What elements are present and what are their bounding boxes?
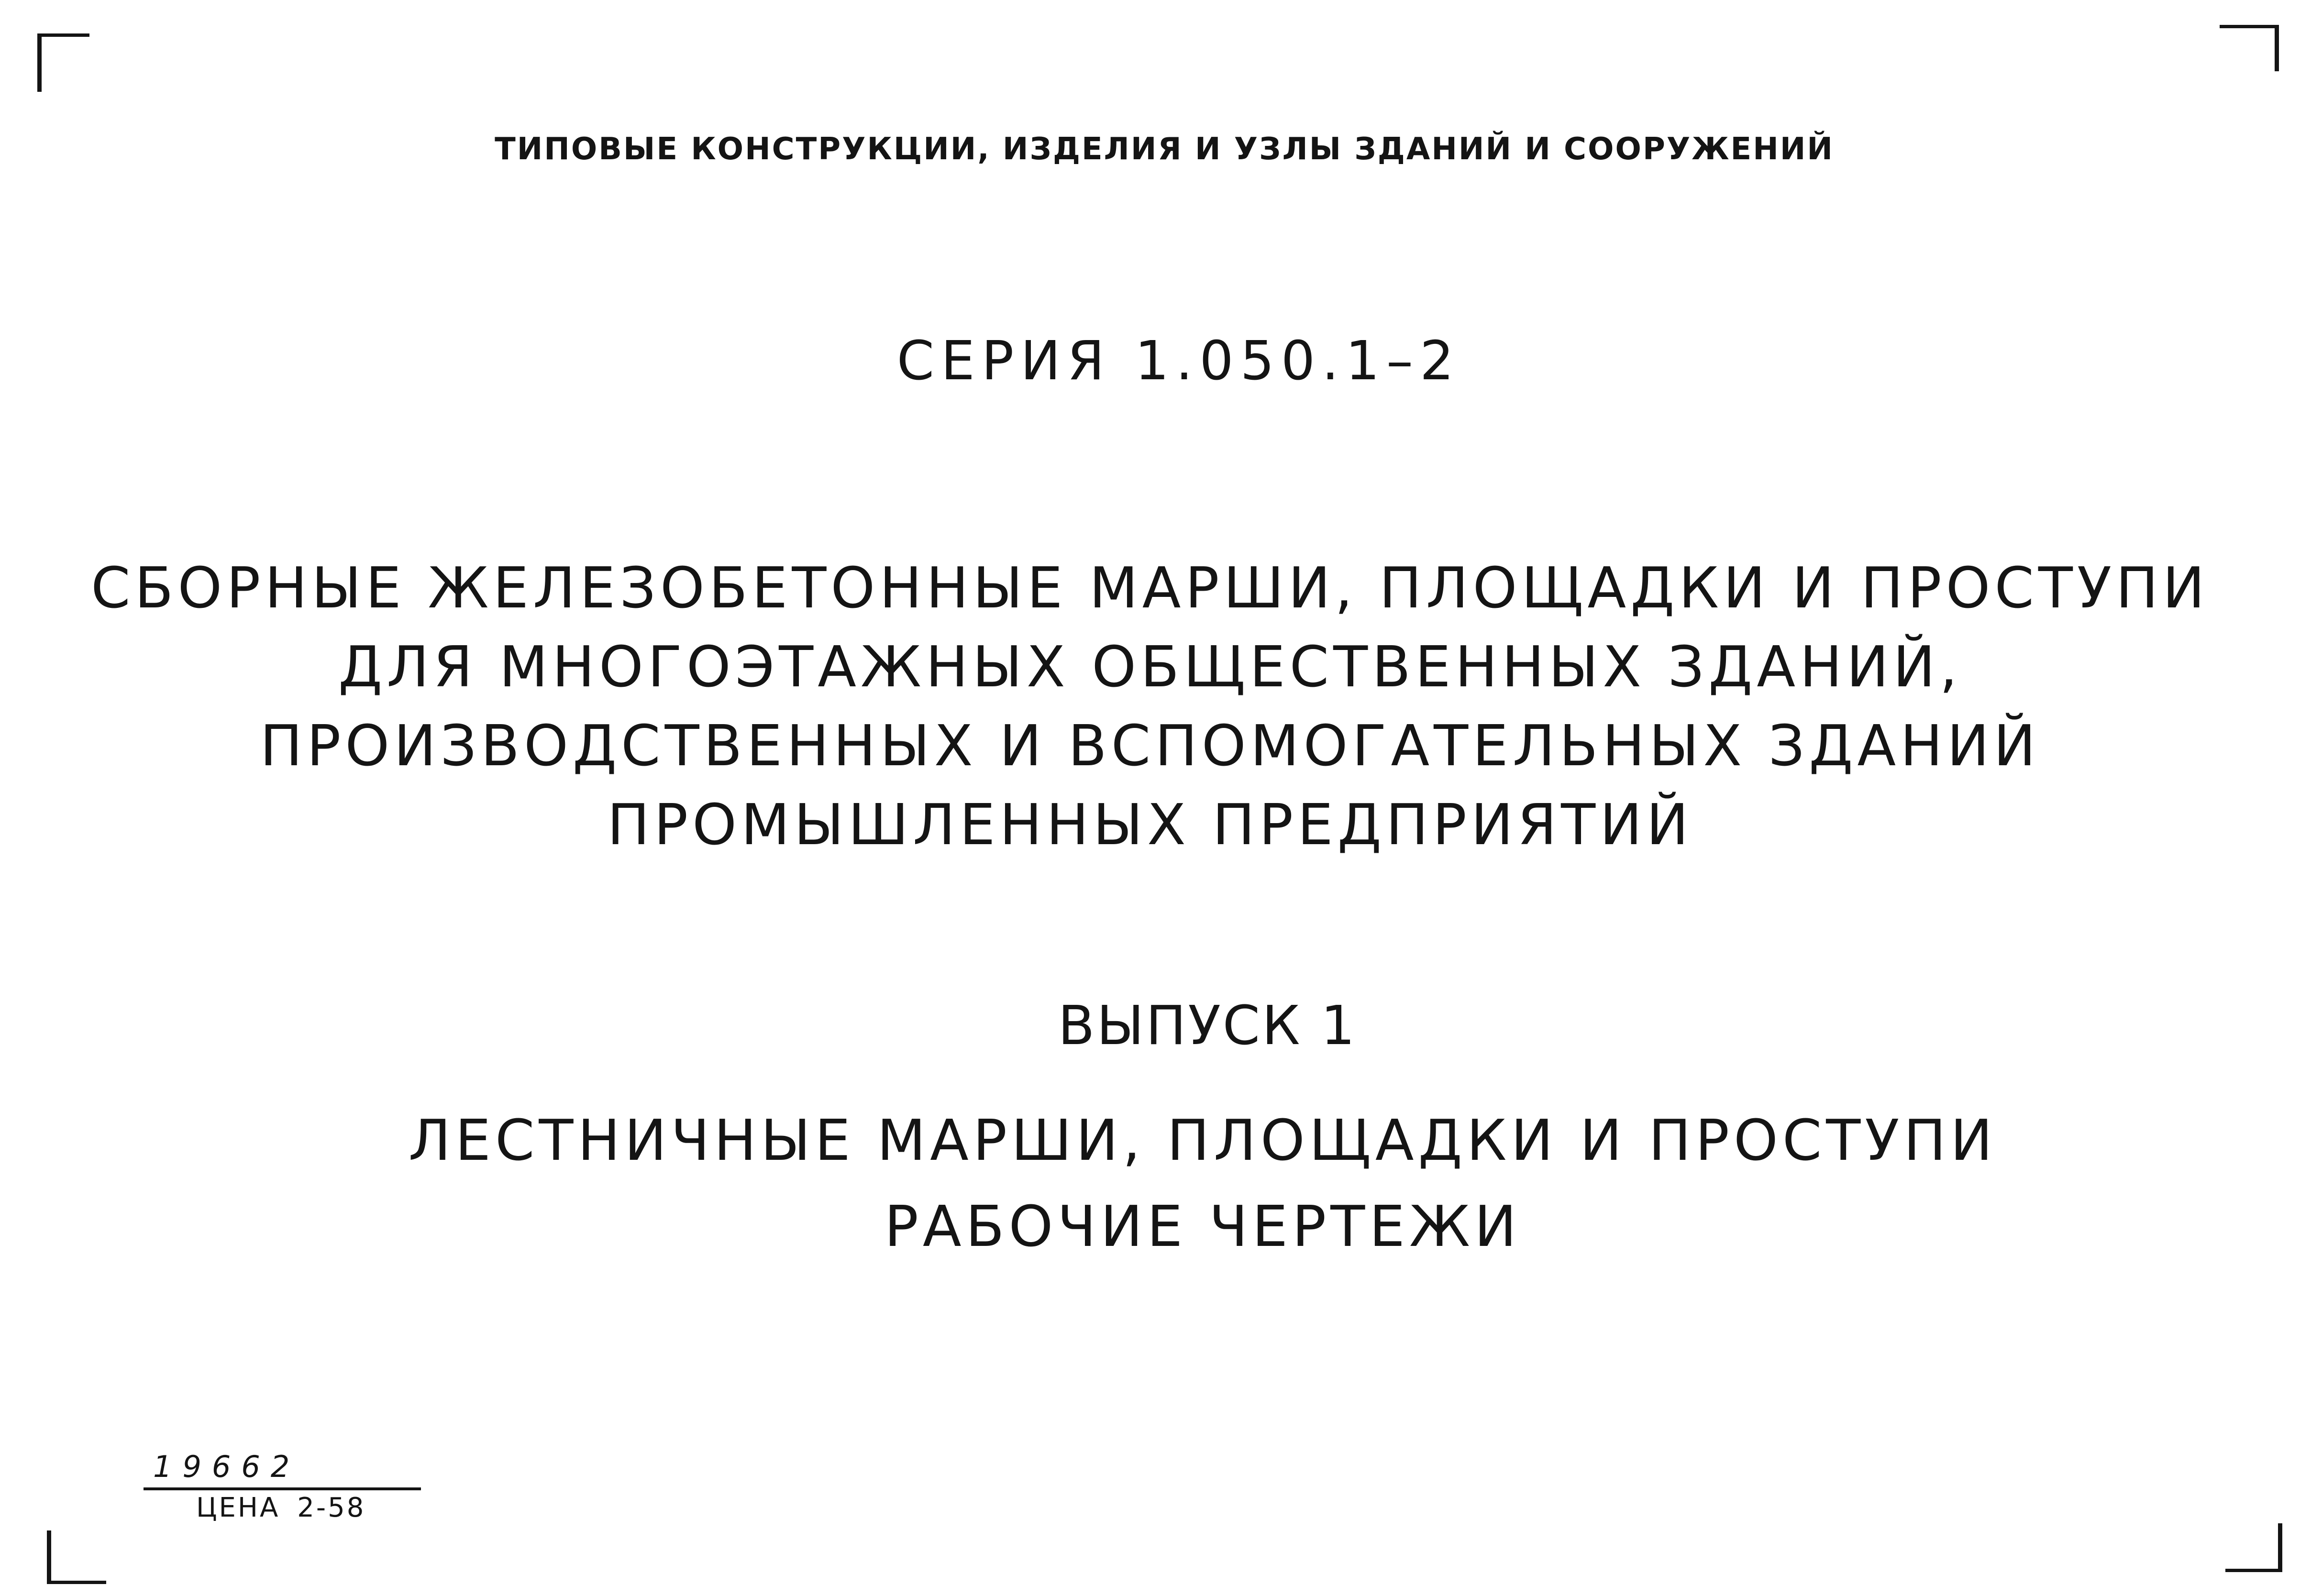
corner-mark-top-left xyxy=(37,33,89,92)
corner-mark-top-right xyxy=(2220,25,2279,71)
subtitle-line: РАБОЧИЕ ЧЕРТЕЖИ xyxy=(884,1193,1521,1259)
title-line: ПРОМЫШЛЕННЫХ ПРЕДПРИЯТИЙ xyxy=(607,792,1693,858)
issue-label: ВЫПУСК 1 xyxy=(1058,995,1357,1057)
corner-mark-bottom-right xyxy=(2225,1523,2282,1572)
inventory-number: 19662 xyxy=(153,1449,300,1484)
inventory-underline xyxy=(144,1487,421,1490)
corner-mark-bottom-left xyxy=(47,1530,106,1584)
catalog-header: ТИПОВЫЕ КОНСТРУКЦИИ, ИЗДЕЛИЯ И УЗЛЫ ЗДАНИЙ И СООРУЖЕНИЙ xyxy=(495,132,1834,167)
title-line: ПРОИЗВОДСТВЕННЫХ И ВСПОМОГАТЕЛЬНЫХ ЗДАНИЙ xyxy=(260,713,2040,779)
price-label: ЦЕНА xyxy=(196,1492,280,1523)
price xyxy=(196,1492,365,1523)
price-value: 2-58 xyxy=(297,1492,366,1523)
series-number: СЕРИЯ 1.050.1–2 xyxy=(896,330,1461,392)
title-line: ДЛЯ МНОГОЭТАЖНЫХ ОБЩЕСТВЕННЫХ ЗДАНИЙ, xyxy=(338,634,1962,700)
subtitle-line: ЛЕСТНИЧНЫЕ МАРШИ, ПЛОЩАДКИ И ПРОСТУПИ xyxy=(408,1107,1997,1173)
title-line: СБОРНЫЕ ЖЕЛЕЗОБЕТОННЫЕ МАРШИ, ПЛОЩАДКИ И ПРОСТУПИ xyxy=(91,555,2209,621)
